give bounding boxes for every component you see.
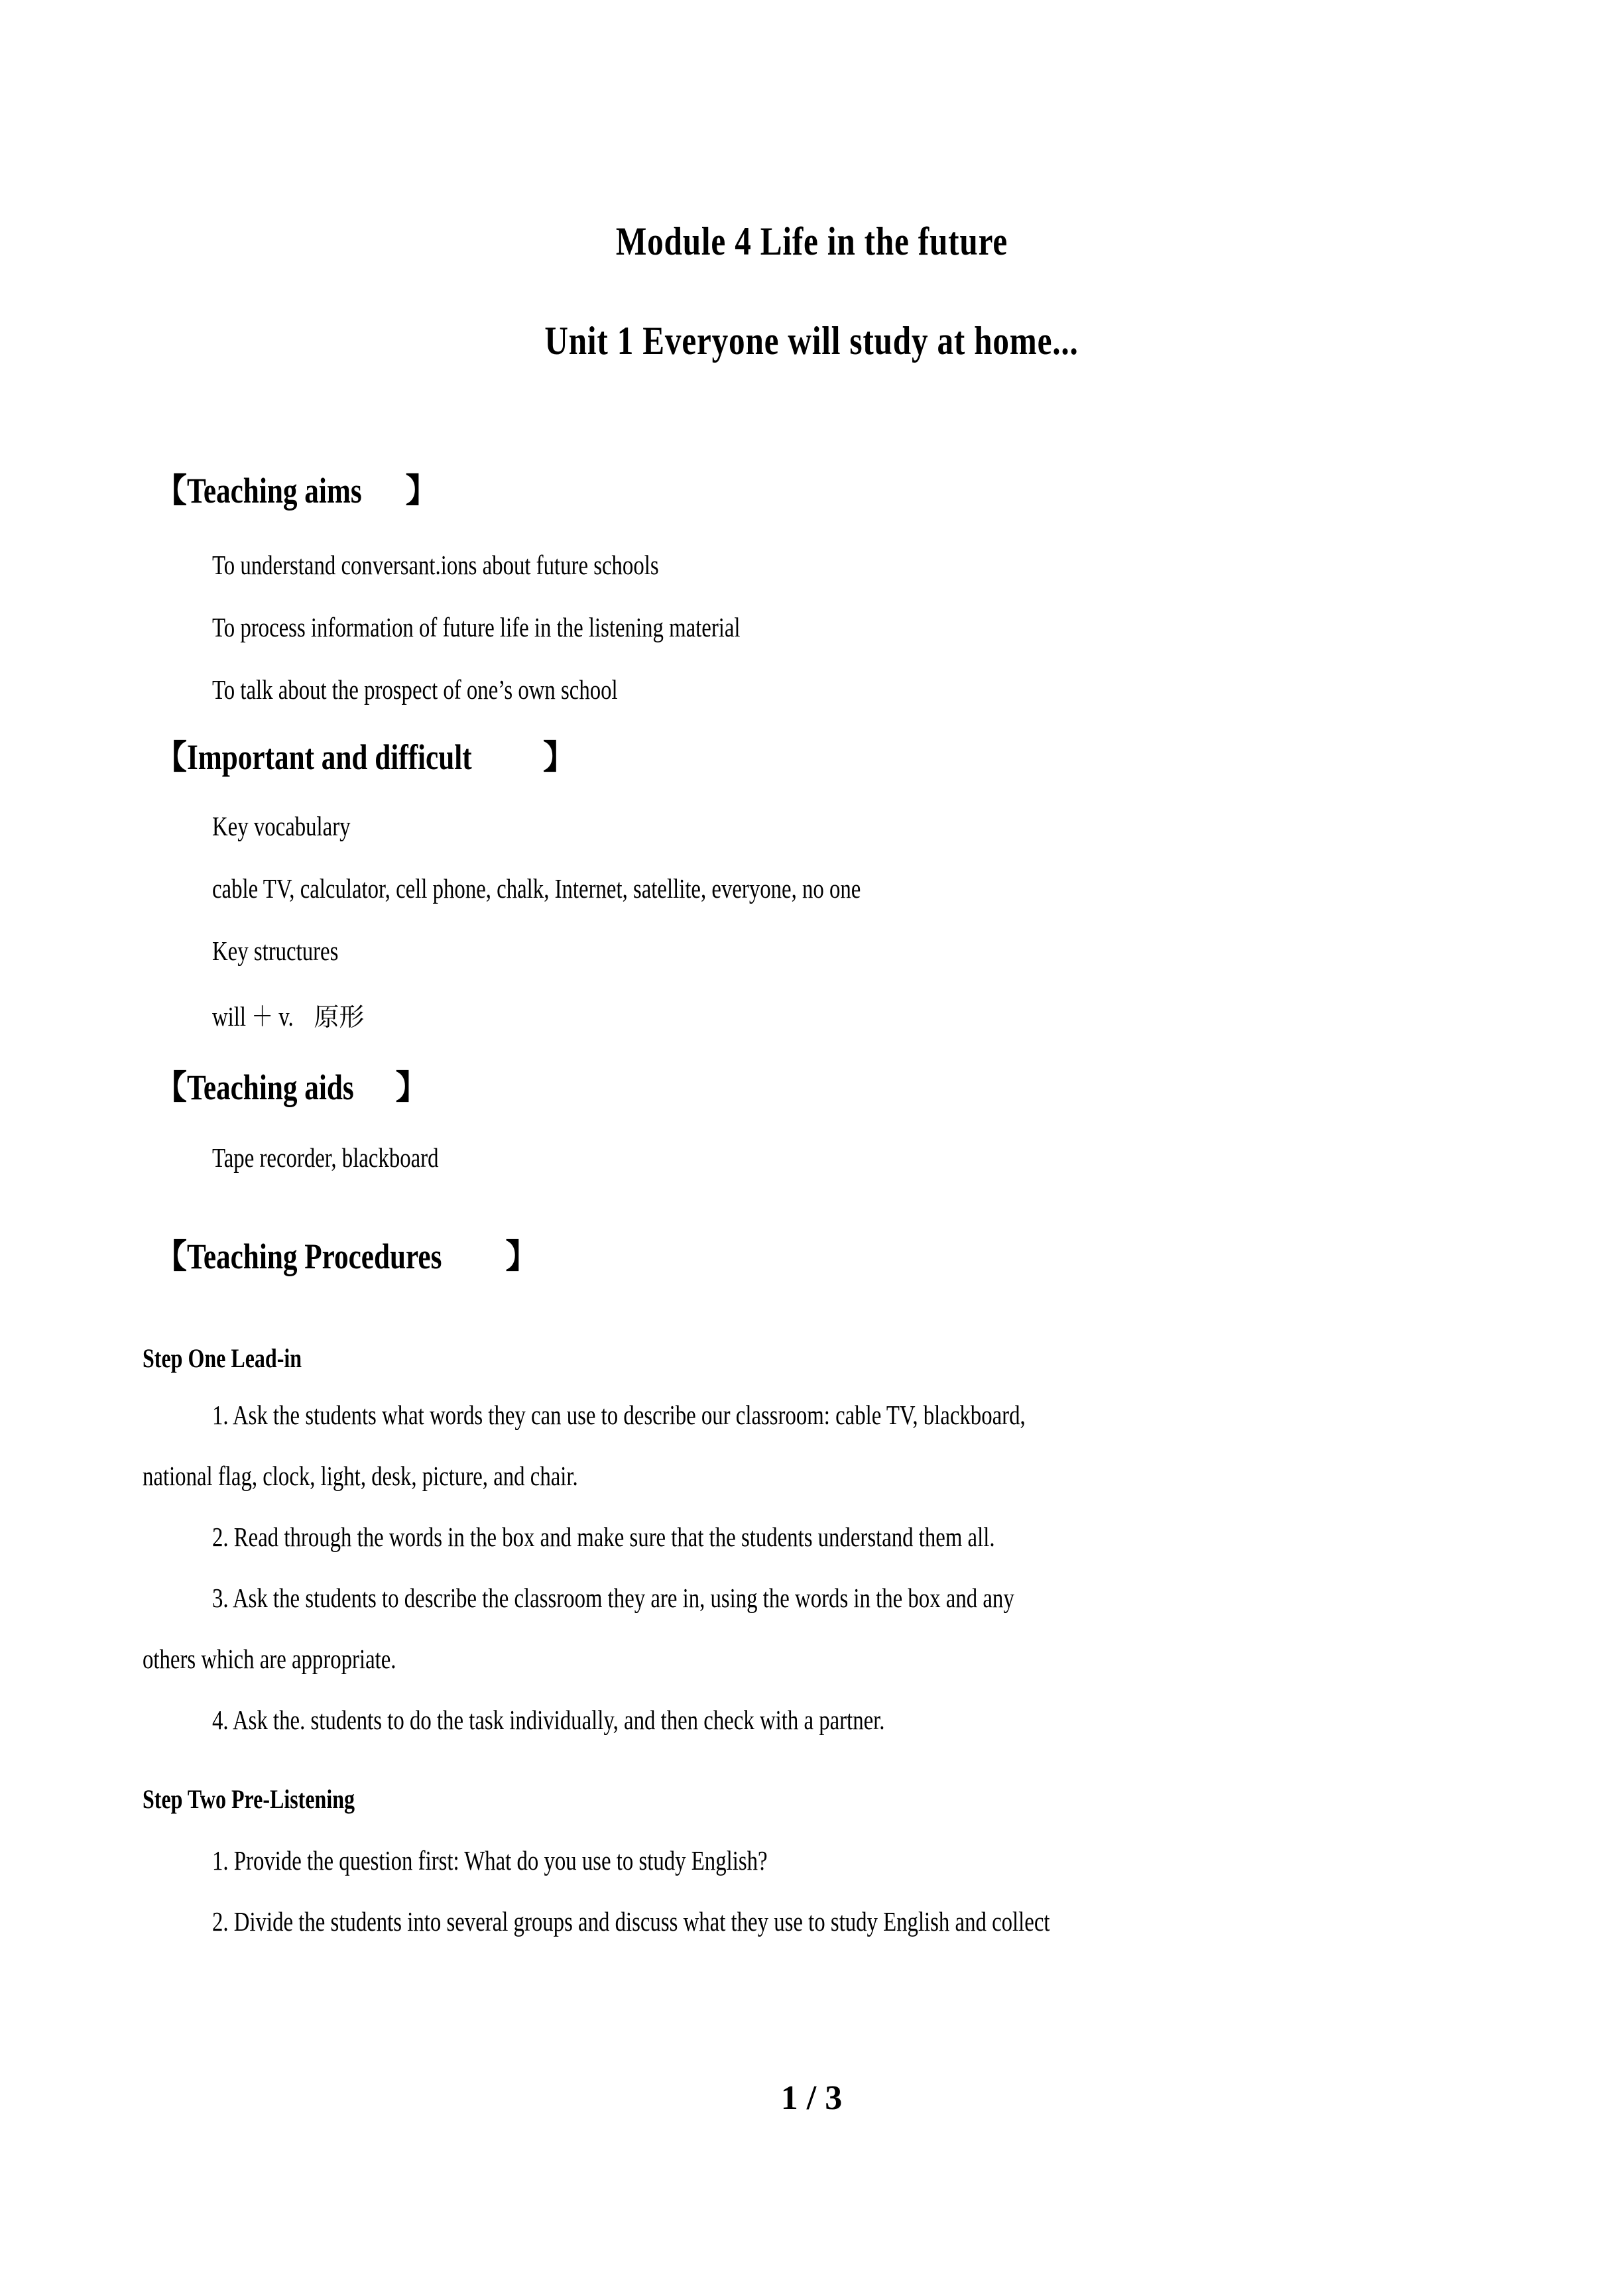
- step-heading-two: [143, 1783, 408, 1815]
- step-item-line: [212, 1399, 1229, 1431]
- step-item-text: 1. Ask the students what words they can use to describe our classroom: cable TV, blackboard,: [212, 1400, 1026, 1430]
- key-structures-label-text: Key structures: [212, 936, 339, 966]
- step-item-wrap-line: [143, 1643, 459, 1675]
- key-vocabulary-list: [212, 873, 1023, 904]
- section-heading-teaching-procedures: [154, 1230, 539, 1278]
- step-item-line: [212, 1905, 1259, 1937]
- page-title-sub: [0, 318, 1623, 364]
- page-number-footer: [0, 2079, 1623, 2118]
- step-item-line: [212, 1521, 1191, 1553]
- key-structure-formula-prefix: will ＋ v.: [212, 1001, 294, 1032]
- step-item-text: 2. Divide the students into several groups and discuss what they use to study English and collect: [212, 1906, 1050, 1937]
- section-heading-teaching-aims: [154, 464, 439, 512]
- step-item-text: 3. Ask the students to describe the classroom they are in, using the words in the box and any: [212, 1583, 1014, 1613]
- step-heading-one-text: Step One Lead-in: [143, 1343, 302, 1373]
- section-heading-teaching-aids: [154, 1061, 429, 1109]
- section-heading-text: Teaching aims: [187, 471, 362, 511]
- bracket-open-icon: 【: [154, 1237, 187, 1276]
- section-heading-important-and-difficult: [154, 731, 576, 778]
- bracket-open-icon: 【: [154, 738, 187, 776]
- teaching-aids-text: Tape recorder, blackboard: [212, 1142, 439, 1173]
- page-title-main: [0, 219, 1623, 265]
- section-heading-text: Teaching Procedures: [187, 1237, 442, 1276]
- step-item-wrap-line: [143, 1460, 687, 1492]
- bracket-close-icon: 】: [395, 1068, 429, 1107]
- key-structure-formula-cjk: 原形: [314, 1002, 365, 1032]
- page-number-text: 1 / 3: [780, 2079, 843, 2117]
- section-heading-text: Important and difficult: [187, 737, 472, 777]
- bracket-close-icon: 】: [405, 471, 439, 510]
- page-title-sub-text: Unit 1 Everyone will study at home...: [544, 319, 1079, 363]
- teaching-aim-line: [212, 674, 719, 705]
- teaching-aim-line: [212, 549, 770, 581]
- teaching-aids-line: [212, 1142, 495, 1174]
- step-item-line: [212, 1582, 1215, 1614]
- bracket-close-icon: 】: [543, 738, 577, 776]
- step-item-text: 2. Read through the words in the box and make sure that the students understand them all.: [212, 1522, 995, 1552]
- key-vocabulary-list-text: cable TV, calculator, cell phone, chalk, Internet, satellite, everyone, no one: [212, 873, 861, 904]
- key-vocabulary-label-text: Key vocabulary: [212, 811, 351, 841]
- page-title-main-text: Module 4 Life in the future: [615, 219, 1008, 263]
- bracket-open-icon: 【: [154, 1068, 187, 1107]
- section-heading-text: Teaching aids: [187, 1067, 354, 1107]
- step-item-text: 4. Ask the. students to do the task individually, and then check with a partner.: [212, 1705, 885, 1735]
- key-vocabulary-label: [212, 810, 385, 842]
- step-heading-two-text: Step Two Pre-Listening: [143, 1784, 355, 1814]
- step-item-line: [212, 1704, 1053, 1736]
- step-item-text: 1. Provide the question first: What do you use to study English?: [212, 1845, 768, 1876]
- step-item-wrap-text: others which are appropriate.: [143, 1644, 396, 1674]
- teaching-aim-text: To understand conversant.ions about future schools: [212, 550, 659, 580]
- teaching-aim-text: To process information of future life in the listening material: [212, 612, 741, 642]
- step-heading-one: [143, 1343, 341, 1374]
- key-structures-label: [212, 935, 370, 967]
- teaching-aim-text: To talk about the prospect of one’s own school: [212, 674, 618, 705]
- bracket-open-icon: 【: [154, 471, 187, 510]
- step-item-line: [212, 1844, 906, 1876]
- step-item-wrap-text: national flag, clock, light, desk, picture, and chair.: [143, 1461, 578, 1491]
- key-structure-formula: [212, 995, 364, 1034]
- teaching-aim-line: [212, 611, 872, 643]
- bracket-close-icon: 】: [505, 1237, 539, 1276]
